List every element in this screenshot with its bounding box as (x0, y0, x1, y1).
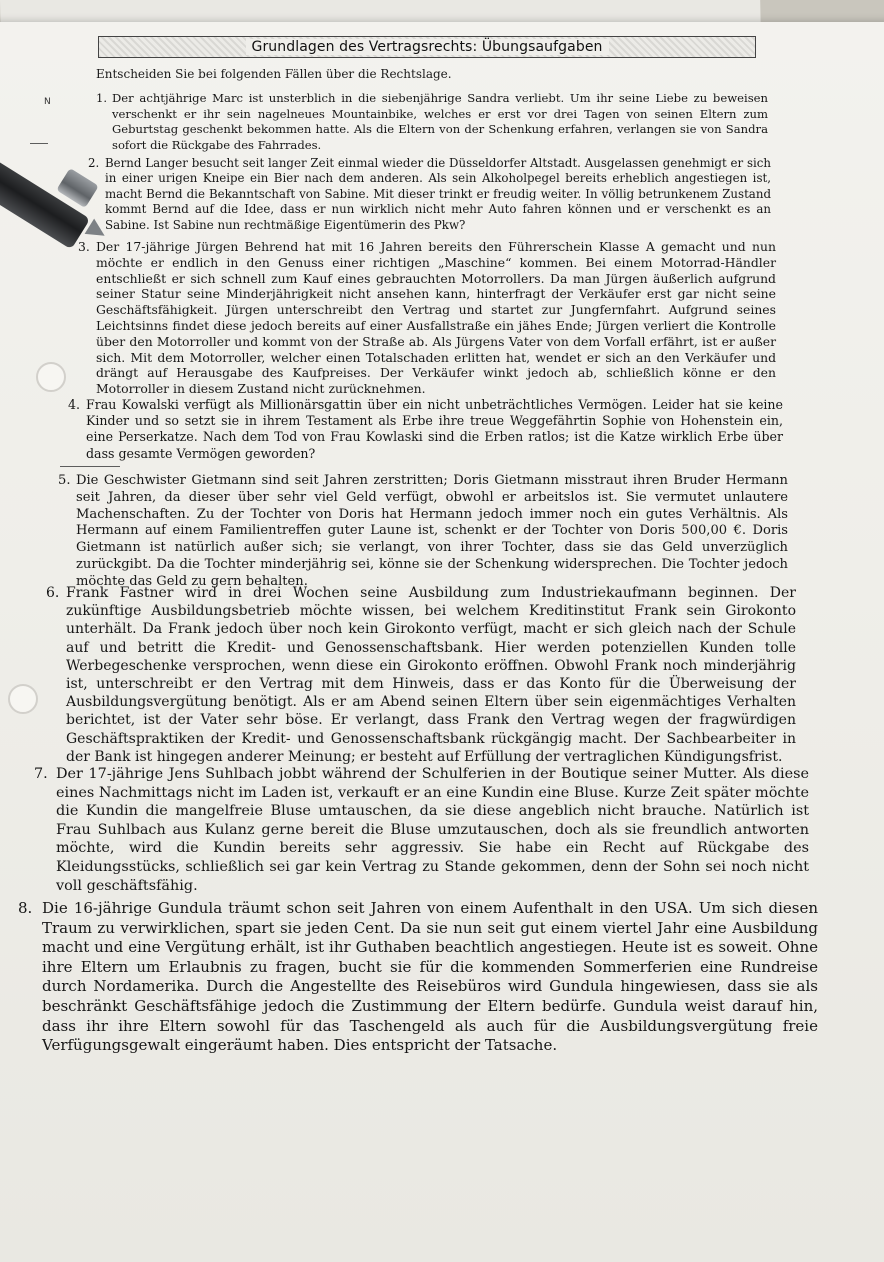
task-text: Frank Fastner wird in drei Wochen seine Ausbildung zum Industriekaufmann beginnen. Der zukünftige Ausbildungsbetrieb möchte wissen, bei welchem Kreditinstitut Frank sein Girokonto unterhält. Da Frank jedoch über noch kein Girokonto verfügt, macht er sich gleich nach der Schule auf und betritt die Kredit- und Genossenschaftsbank. Hier werden potenziellen Kunden tolle Werbegeschenke versprochen, wenn diese ein Girokonto eröffnen. Obwohl Frank noch minderjährig ist, unterschreibt er den Vertrag mit dem Hinweis, dass er das Konto für die Überweisung der Ausbildungsvergütung benötigt. Als er am Abend seinen Eltern über sein eigenmächtiges Verhalten berichtet, ist der Vater sehr böse. Er verlangt, dass Frank den Vertrag wegen der fragwürdigen Geschäftspraktiken der Kredit- und Genossenschaftsbank rückgängig macht. Der Sachbearbeiter in der Bank ist hingegen anderer Meinung; er besteht auf Erfüllung der vertraglichen Kündigungsfrist. (66, 585, 796, 765)
page-title-bar (98, 36, 756, 58)
task-text: Frau Kowalski verfügt als Millionärsgattin über ein nicht unbeträchtliches Vermögen. Leider hat sie keine Kinder und so setzt sie in ihrem Testament als Erbe ihre treue Weggefährtin Sophie von Hohenstein ein, eine Perserkatze. Nach dem Tod von Frau Kowlaski sind die Erben ratlos; ist die Katze wirklich Erbe über dass gesamte Vermögen geworden? (86, 397, 783, 461)
task-2 (88, 156, 771, 233)
task-4 (68, 397, 783, 462)
task-text: Der 17-jährige Jens Suhlbach jobbt während der Schulferien in der Boutique seiner Mutter. Als diese eines Nachmittags nicht im Laden ist, verkauft er an eine Kundin eine Bluse. Kurze Zeit später möchte die Kundin die mangelfreie Bluse umtauschen, da sie diese angeblich nicht brauche. Natürlich ist Frau Suhlbach aus Kulanz gerne bereit die Bluse umzutauschen, doch als sie freundlich antworten möchte, wird die Kundin bereits sehr aggressiv. Sie habe ein Recht auf Rückgabe des Kleidungsstücks, schließlich sei gar kein Vertrag zu Stande gekommen, denn der Sohn sei noch nicht voll geschäftsfähig. (56, 766, 809, 894)
task-number: 2. (88, 156, 100, 170)
underline-mark (60, 466, 120, 467)
margin-rule (30, 143, 48, 144)
task-5 (58, 473, 788, 591)
margin-mark: N (44, 97, 51, 107)
task-number: 1. (96, 91, 108, 105)
task-1 (96, 91, 768, 153)
task-7 (34, 765, 809, 895)
task-6 (46, 584, 796, 766)
task-number: 8. (18, 899, 33, 917)
task-text: Die Geschwister Gietmann sind seit Jahren zerstritten; Doris Gietmann misstraut ihren Bruder Hermann seit Jahren, da dieser über sehr viel Geld verfügt, obwohl er arbeitslos ist. Sie vermutet unlautere Machenschaften. Zu der Tochter von Doris hat Hermann jedoch immer noch ein gutes Verhältnis. Als Hermann auf einem Familientreffen guter Laune ist, schenkt er der Tochter von Doris 500,00 €. Doris Gietmann ist natürlich außer sich; sie verlangt, von ihrer Tochter, dass sie das Geld unverzüglich zurückgibt. Da die Tochter minderjährig sei, könne sie der Schenkung widersprechen. Die Tochter jedoch möchte das Geld zu gern behalten. (76, 473, 788, 589)
instructions: Entscheiden Sie bei folgenden Fällen über die Rechtslage. (96, 67, 452, 81)
task-text: Bernd Langer besucht seit langer Zeit einmal wieder die Düsseldorfer Altstadt. Ausgelassen genehmigt er sich in einer urigen Kneipe ein Bier nach dem anderen. Als sein Alkoholpegel bereits erheblich angestiegen ist, macht Bernd die Bekanntschaft von Sabine. Mit dieser trinkt er freudig weiter. In völlig betrunkenem Zustand kommt Bernd auf die Idee, dass er nun wirklich nicht mehr Auto fahren können und er verschenkt es an Sabine. Ist Sabine nun rechtmäßige Eigentümerin des Pkw? (105, 156, 771, 232)
page-title: Grundlagen des Vertragsrechts: Übungsaufgaben (246, 39, 609, 55)
punch-hole-icon (8, 684, 38, 714)
task-number: 5. (58, 473, 71, 488)
task-number: 6. (46, 585, 60, 601)
task-number: 7. (34, 766, 48, 782)
task-8 (18, 899, 818, 1056)
task-3 (78, 239, 776, 397)
punch-hole-icon (36, 362, 66, 392)
task-text: Die 16-jährige Gundula träumt schon seit Jahren von einem Aufenthalt in den USA. Um sich diesen Traum zu verwirklichen, spart sie jeden Cent. Da sie nun seit gut einem viertel Jahr eine Ausbildung macht und eine Vergütung erhält, ist ihr Guthaben beachtlich angestiegen. Heute ist es soweit. Ohne ihre Eltern um Erlaubnis zu fragen, bucht sie für die kommenden Sommerferien eine Rundreise durch Nordamerika. Durch die Angestellte des Reisebüros wird Gundula hingewiesen, dass sie als beschränkt Geschäftsfähige jedoch die Zustimmung der Eltern bedürfe. Gundula weist darauf hin, dass ihr ihre Eltern sowohl für das Taschengeld als auch für die Ausbildungsvergütung freie Verfügungsgewalt eingeräumt haben. Dies entspricht der Tatsache. (42, 899, 818, 1055)
task-text: Der achtjährige Marc ist unsterblich in die siebenjährige Sandra verliebt. Um ihr seine Liebe zu beweisen verschenkt er ihr sein nagelneues Mountainbike, welches er erst vor drei Tagen von seinen Eltern zum Geburtstag geschenkt bekommen hatte. Als die Eltern von der Schenkung erfahren, verlangen sie von Sandra sofort die Rückgabe des Fahrrades. (112, 91, 768, 152)
task-text: Der 17-jährige Jürgen Behrend hat mit 16 Jahren bereits den Führerschein Klasse A gemacht und nun möchte er endlich in den Genuss einer richtigen „Maschine“ kommen. Bei einem Motorrad-Händler entschließt er sich schnell zum Kauf eines gebrauchten Motorrollers. Da man Jürgen äußerlich aufgrund seiner Statur seine Minderjährigkeit nicht ansehen kann, hinterfragt der Verkäufer erst gar nicht seine Geschäftsfähigkeit. Jürgen unterschreibt den Vertrag und startet zur Jungfernfahrt. Aufgrund seines Leichtsinns findet diese jedoch bereits auf einer Ausfallstraße ein jähes Ende; Jürgen verliert die Kontrolle über den Motorroller und kommt von der Straße ab. Als Jürgens Vater von dem Vorfall erfährt, ist er außer sich. Mit dem Motorroller, welcher einen Totalschaden erlitten hat, wendet er sich an den Verkäufer und drängt auf Herausgabe des Kaufpreises. Der Verkäufer winkt jedoch ab, schließlich könne er den Motorroller in diesem Zustand nicht zurücknehmen. (96, 239, 776, 397)
task-number: 4. (68, 397, 81, 412)
task-number: 3. (78, 239, 90, 254)
